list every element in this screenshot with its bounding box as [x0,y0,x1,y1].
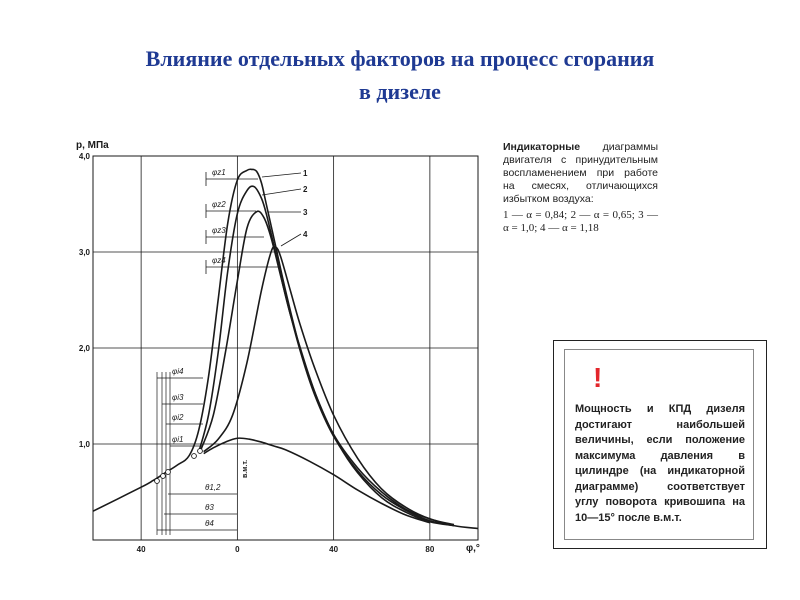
phi-z-label: φz2 [212,200,226,209]
phi-z-label: φz4 [212,256,226,265]
x-tick-label: 80 [425,545,435,554]
y-axis-label: p, МПа [76,140,109,151]
tdc-label: в.м.т. [242,459,249,478]
caption-heading: Индикаторные [503,141,581,153]
phi-i-label: φi4 [172,367,184,376]
x-tick-label: 40 [329,545,339,554]
curve-number-1: 1 [303,169,308,178]
x-tick-label: 40 [136,545,146,554]
phi-z-label: φz3 [212,226,226,235]
theta-label: θ1,2 [205,483,221,492]
curve-leader-2 [262,189,301,195]
note-text: Мощность и КПД дизеля достигают наибольшей величины, если положение максимума давления в цилиндре (на индикаторной диаграмме) соответствует углу поворота кривошипа на 10—15° после в.м.т. [575,403,745,524]
curve-1 [93,169,478,528]
phi-i-label: φi1 [172,435,184,444]
title-line-2: в дизеле [359,79,441,104]
curve-3 [201,211,454,525]
note-inner-frame [564,349,754,540]
ignition-marker [166,470,171,475]
pressure-curves [93,169,478,528]
theta-label: θ3 [205,503,214,512]
caption-legend: 1 — α = 0,84; 2 — α = 0,65; 3 — α = 1,0; 4 — α = 1,18 [503,209,658,234]
curve-leader-4 [281,234,301,246]
caption-body: диаграммы двигателя с принудительным воспламенением при работе на смесях, отличающихся избытком воздуха: [503,141,658,205]
theta-label: θ4 [205,519,214,528]
ignition-marker [155,479,160,484]
y-tick-label: 3,0 [78,248,90,257]
angle-annotations [155,168,308,535]
exclamation-icon: ! [593,362,603,393]
phi-i-label: φi2 [172,413,184,422]
curve-number-3: 3 [303,208,308,217]
x-tick-label: 0 [235,545,240,554]
curve-4 [204,246,454,524]
ignition-marker [198,449,203,454]
y-tick-label: 2,0 [78,344,90,353]
curve-number-4: 4 [303,230,308,239]
title-line-1: Влияние отдельных факторов на процесс сгорания [145,46,655,71]
phi-z-label: φz1 [212,168,226,177]
y-tick-label: 4,0 [78,152,90,161]
note-box [553,340,767,549]
y-tick-label: 1,0 [78,440,90,449]
x-axis-label: φ,° [466,543,480,554]
phi-i-label: φi3 [172,393,184,402]
figure-caption [503,141,658,235]
ignition-marker [161,474,166,479]
curve-leader-1 [262,173,301,177]
ignition-marker [192,454,197,459]
curve-number-2: 2 [303,185,308,194]
